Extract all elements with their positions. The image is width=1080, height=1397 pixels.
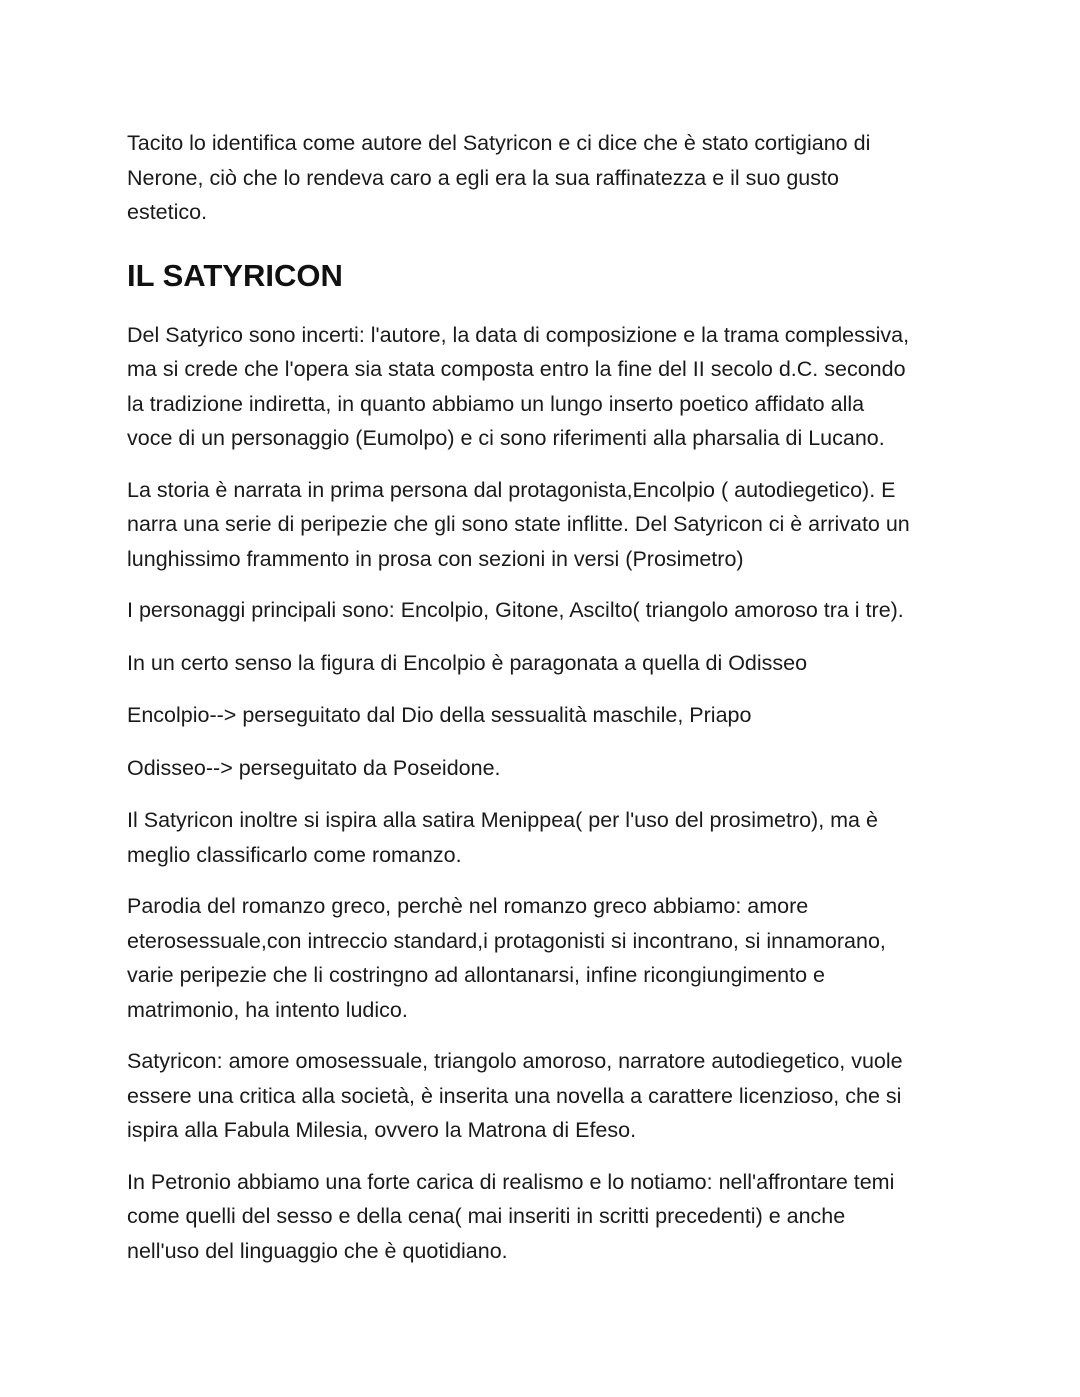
- paragraph-odysseus-comparison: In un certo senso la figura di Encolpio è paragonata a quella di Odisseo: [127, 650, 808, 675]
- paragraph-odisseo-poseidone: Odisseo--> perseguitato da Poseidone.: [127, 755, 501, 780]
- paragraph-authorship: Del Satyrico sono incerti: l'autore, la data di composizione e la trama complessiva, ma si crede che l'opera sia stata composta entro la fine del II secolo d.C. secondo la tradizione indiretta, in quanto abbiamo un lungo inserto poetico affidato alla voce di un personaggio (Eumolpo) e ci sono riferimenti alla pharsalia di Lucano.: [127, 322, 910, 450]
- paragraph-characters: I personaggi principali sono: Encolpio, Gitone, Ascilto( triangolo amoroso tra i tre).: [127, 598, 904, 622]
- section-heading: IL SATYRICON: [127, 257, 343, 293]
- paragraph-greek-novel-parody: Parodia del romanzo greco, perchè nel romanzo greco abbiamo: amore eterosessuale,con intreccio standard,i protagonisti si incontrano, si innamorano, varie peripezie che li costringno ad allontanarsi, infine ricongiungimento e matrimonio, ha intento ludico.: [127, 894, 886, 1022]
- intro-paragraph: Tacito lo identifica come autore del Satyricon e ci dice che è stato cortigiano di Nerone, ciò che lo rendeva caro a egli era la sua raffinatezza e il suo gusto estetico.: [127, 131, 871, 224]
- paragraph-menippea: Il Satyricon inoltre si ispira alla satira Menippea( per l'uso del prosimetro), ma è meglio classificarlo come romanzo.: [127, 808, 878, 867]
- paragraph-encolpio-priapo: Encolpio--> perseguitato dal Dio della sessualità maschile, Priapo: [127, 703, 752, 727]
- document-page: [127, 126, 967, 1285]
- paragraph-narration: La storia è narrata in prima persona dal protagonista,Encolpio ( autodiegetico). E narra una serie di peripezie che gli sono state inflitte. Del Satyricon ci è arrivato un lunghissimo frammento in prosa con sezioni in versi (Prosimetro): [127, 477, 910, 571]
- paragraph-realism: In Petronio abbiamo una forte carica di realismo e lo notiamo: nell'affrontare temi come quelli del sesso e della cena( mai inseriti in scritti precedenti) e anche nell'uso del linguaggio che è quotidiano.: [127, 1169, 895, 1263]
- paragraph-satyricon-traits: Satyricon: amore omosessuale, triangolo amoroso, narratore autodiegetico, vuole essere una critica alla società, è inserita una novella a carattere licenzioso, che si ispira alla Fabula Milesia, ovvero la Matrona di Efeso.: [127, 1049, 903, 1142]
